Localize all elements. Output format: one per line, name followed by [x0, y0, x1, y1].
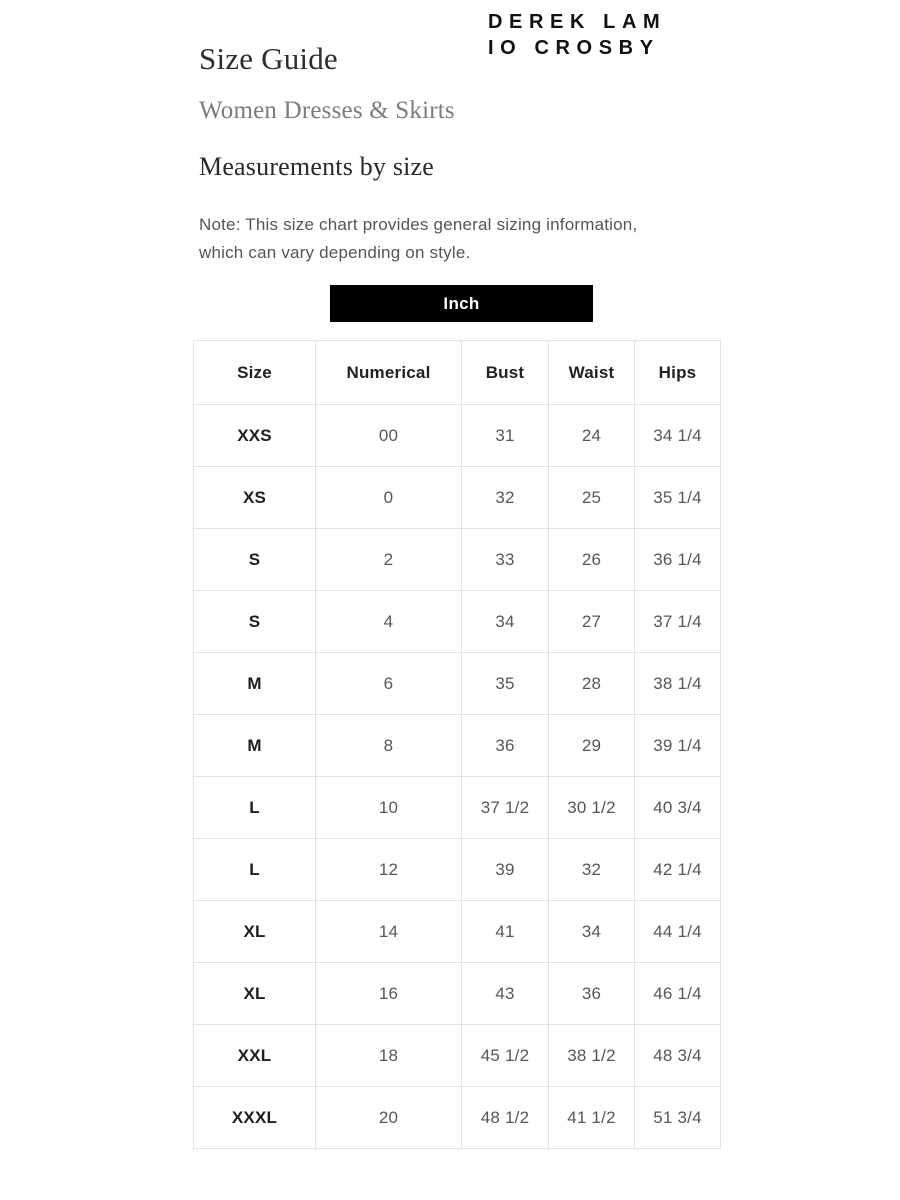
bust-cell: 41 [462, 901, 549, 963]
hips-cell: 44 1/4 [635, 901, 721, 963]
numerical-cell: 4 [316, 591, 462, 653]
bust-cell: 34 [462, 591, 549, 653]
sizing-note [199, 211, 739, 267]
hips-cell: 39 1/4 [635, 715, 721, 777]
hips-cell: 46 1/4 [635, 963, 721, 1025]
hips-cell: 40 3/4 [635, 777, 721, 839]
column-header-numerical: Numerical [316, 341, 462, 405]
size-cell: L [194, 839, 316, 901]
waist-cell: 29 [549, 715, 635, 777]
sizing-note-line-2: which can vary depending on style. [199, 243, 471, 262]
numerical-cell: 14 [316, 901, 462, 963]
size-cell: XXL [194, 1025, 316, 1087]
size-cell: M [194, 715, 316, 777]
bust-cell: 48 1/2 [462, 1087, 549, 1149]
table-row [194, 715, 721, 777]
table-row [194, 777, 721, 839]
bust-cell: 35 [462, 653, 549, 715]
waist-cell: 25 [549, 467, 635, 529]
waist-cell: 24 [549, 405, 635, 467]
numerical-cell: 6 [316, 653, 462, 715]
page-title: Size Guide [199, 41, 338, 76]
size-cell: XXS [194, 405, 316, 467]
numerical-cell: 2 [316, 529, 462, 591]
waist-cell: 32 [549, 839, 635, 901]
brand-logo-line-1: DEREK LAM [488, 11, 667, 33]
table-row [194, 405, 721, 467]
numerical-cell: 10 [316, 777, 462, 839]
numerical-cell: 12 [316, 839, 462, 901]
waist-cell: 26 [549, 529, 635, 591]
table-row [194, 467, 721, 529]
hips-cell: 51 3/4 [635, 1087, 721, 1149]
unit-inch-button[interactable]: Inch [330, 285, 593, 322]
bust-cell: 45 1/2 [462, 1025, 549, 1087]
column-header-waist: Waist [549, 341, 635, 405]
numerical-cell: 00 [316, 405, 462, 467]
bust-cell: 33 [462, 529, 549, 591]
sizing-note-line-1: Note: This size chart provides general sizing information, [199, 215, 638, 234]
waist-cell: 34 [549, 901, 635, 963]
bust-cell: 32 [462, 467, 549, 529]
waist-cell: 30 1/2 [549, 777, 635, 839]
size-cell: S [194, 591, 316, 653]
numerical-cell: 8 [316, 715, 462, 777]
numerical-cell: 20 [316, 1087, 462, 1149]
bust-cell: 43 [462, 963, 549, 1025]
size-chart-table [193, 340, 721, 1149]
table-row [194, 591, 721, 653]
hips-cell: 37 1/4 [635, 591, 721, 653]
size-cell: L [194, 777, 316, 839]
hips-cell: 38 1/4 [635, 653, 721, 715]
table-header-row [194, 341, 721, 405]
table-row [194, 901, 721, 963]
waist-cell: 28 [549, 653, 635, 715]
waist-cell: 38 1/2 [549, 1025, 635, 1087]
category-title: Women Dresses & Skirts [199, 97, 455, 124]
hips-cell: 35 1/4 [635, 467, 721, 529]
bust-cell: 37 1/2 [462, 777, 549, 839]
brand-logo-line-2: IO CROSBY [488, 37, 660, 59]
waist-cell: 41 1/2 [549, 1087, 635, 1149]
numerical-cell: 18 [316, 1025, 462, 1087]
hips-cell: 42 1/4 [635, 839, 721, 901]
table-row [194, 963, 721, 1025]
table-row [194, 1087, 721, 1149]
size-cell: S [194, 529, 316, 591]
table-row [194, 529, 721, 591]
table-row [194, 653, 721, 715]
column-header-hips: Hips [635, 341, 721, 405]
bust-cell: 36 [462, 715, 549, 777]
column-header-size: Size [194, 341, 316, 405]
brand-logo [488, 9, 740, 61]
size-cell: XL [194, 901, 316, 963]
table-row [194, 839, 721, 901]
hips-cell: 34 1/4 [635, 405, 721, 467]
waist-cell: 36 [549, 963, 635, 1025]
table-row [194, 1025, 721, 1087]
bust-cell: 31 [462, 405, 549, 467]
size-cell: XL [194, 963, 316, 1025]
column-header-bust: Bust [462, 341, 549, 405]
section-title: Measurements by size [199, 152, 435, 181]
size-cell: XS [194, 467, 316, 529]
waist-cell: 27 [549, 591, 635, 653]
bust-cell: 39 [462, 839, 549, 901]
hips-cell: 48 3/4 [635, 1025, 721, 1087]
size-cell: XXXL [194, 1087, 316, 1149]
numerical-cell: 16 [316, 963, 462, 1025]
hips-cell: 36 1/4 [635, 529, 721, 591]
size-cell: M [194, 653, 316, 715]
numerical-cell: 0 [316, 467, 462, 529]
